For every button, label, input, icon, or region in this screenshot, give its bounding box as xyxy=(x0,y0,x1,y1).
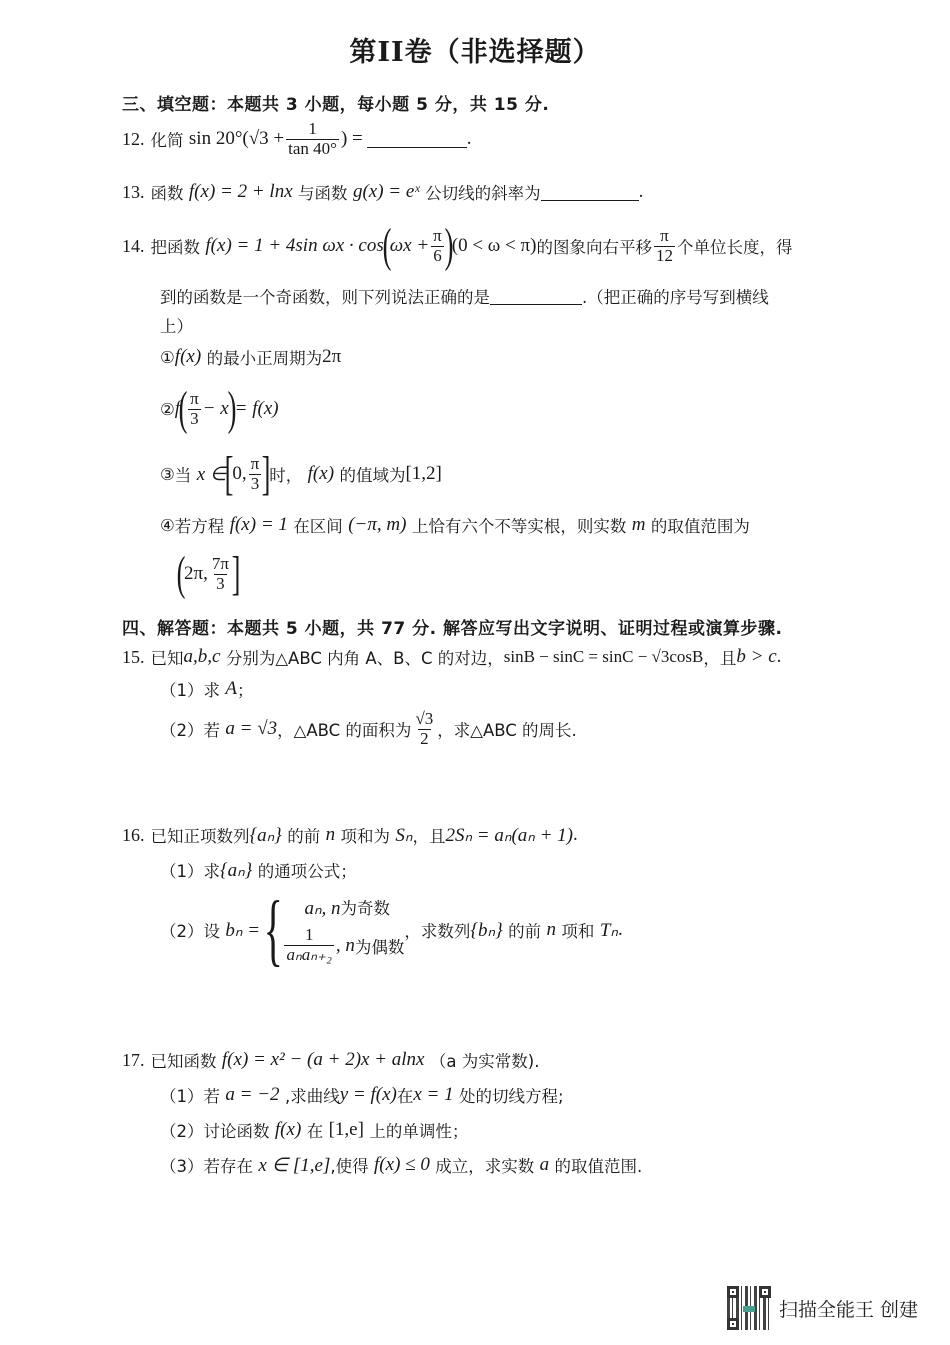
math-variable: Sₙ xyxy=(395,824,413,846)
part-text: 若 xyxy=(203,1087,220,1106)
option-text: 当 xyxy=(174,466,192,485)
question-text: 已知正项数列 xyxy=(150,827,250,846)
math-variable: a xyxy=(539,1154,550,1175)
fraction-denominator: 12 xyxy=(655,245,673,265)
part-text: 若存在 xyxy=(203,1157,253,1176)
math-variable: A xyxy=(225,678,238,699)
question-17-part-3 xyxy=(160,1153,642,1177)
part-text: 项和 xyxy=(561,922,595,941)
question-number: 17. xyxy=(122,1049,145,1070)
piecewise-cases xyxy=(282,895,404,964)
answer-blank[interactable] xyxy=(490,288,582,305)
math-expression: f(x) xyxy=(174,346,202,367)
option-text: 的取值范围为 xyxy=(650,517,750,536)
math-expression: − x xyxy=(202,398,229,419)
fraction-numerator: π xyxy=(660,225,669,245)
fraction-numerator: 1 xyxy=(304,925,314,945)
math-expression: 2π, xyxy=(183,563,208,584)
question-16-part-2 xyxy=(160,886,623,974)
part-text: ，求数列 xyxy=(404,922,471,941)
fraction xyxy=(286,120,339,158)
question-text: ，且 xyxy=(412,827,446,846)
part-text: 在 xyxy=(306,1122,324,1141)
math-expression: f xyxy=(174,398,181,419)
math-variable: m xyxy=(631,514,646,535)
math-variable: Tₙ xyxy=(599,919,618,941)
fraction-numerator: π xyxy=(433,225,442,245)
question-text: 与函数 xyxy=(298,184,348,203)
left-paren: ( xyxy=(382,219,392,272)
part-text: 成立，求实数 xyxy=(435,1157,535,1176)
left-brace: { xyxy=(263,886,283,974)
question-number: 15. xyxy=(122,646,145,667)
math-condition: (0 < ω < π) xyxy=(451,235,537,256)
period: . xyxy=(617,919,623,940)
period: . xyxy=(466,128,472,150)
part-text: 的取值范围. xyxy=(554,1157,643,1176)
option-text: 上恰有六个不等实根，则实数 xyxy=(411,517,627,536)
math-expression: (−π, m) xyxy=(348,514,407,535)
math-expression: {bₙ} xyxy=(470,919,503,941)
math-expression: f(x) = x² − (a + 2)x + alnx xyxy=(221,1049,425,1070)
question-text: 已知函数 xyxy=(150,1052,217,1071)
left-paren: ( xyxy=(178,382,188,435)
math-expression: {aₙ} xyxy=(220,859,253,881)
option-marker: ① xyxy=(160,347,175,367)
case-condition: 为偶数 xyxy=(354,937,405,957)
math-expression: b > c xyxy=(736,646,777,667)
part-label: （2） xyxy=(160,721,204,741)
math-expression: x = 1 xyxy=(413,1084,454,1105)
option-text: 时， xyxy=(269,466,303,485)
question-text: 的前 xyxy=(287,827,321,846)
math-expression: a = √3 xyxy=(225,718,278,740)
math-expression: aₙ, n xyxy=(304,898,341,920)
question-17 xyxy=(122,1048,539,1072)
math-expression: ωx + xyxy=(389,235,430,256)
math-expression: [1,e] xyxy=(328,1119,364,1140)
option-4-range xyxy=(176,547,241,600)
period: . xyxy=(776,646,782,667)
part-text: 讨论函数 xyxy=(203,1122,270,1141)
option-text: 的最小正周期为 xyxy=(206,349,323,368)
part-text: 上的单调性； xyxy=(369,1122,469,1141)
part-label: （3） xyxy=(160,1157,204,1176)
math-variable: n xyxy=(546,919,556,940)
section-heading-answers: 四、解答题：本题共 5 小题，共 77 分. 解答应写出文字说明、证明过程或演算步骤. xyxy=(122,619,783,639)
punctuation: ； xyxy=(237,681,254,700)
part-text: ,使得 xyxy=(330,1157,369,1176)
scanner-watermark xyxy=(727,1286,918,1330)
left-bracket: [ xyxy=(225,447,234,500)
part-text: 求 xyxy=(203,681,220,700)
answer-blank[interactable] xyxy=(367,131,467,148)
math-expression: f(x) xyxy=(274,1119,302,1140)
math-expression: f(x) = 2 + lnx xyxy=(188,181,293,202)
question-text: 到的函数是一个奇函数，则下列说法正确的是 xyxy=(160,288,490,307)
part-text: 求 xyxy=(203,862,220,881)
option-text: 在区间 xyxy=(293,517,343,536)
question-14 xyxy=(122,219,793,272)
math-expression: ) = xyxy=(340,128,363,150)
page-title: 第II卷（非选择题） xyxy=(349,37,601,68)
right-bracket: ] xyxy=(261,447,271,500)
option-text: 的值域为 xyxy=(339,466,406,485)
math-expression: f(x) = 1 xyxy=(229,514,288,535)
question-16 xyxy=(122,823,578,847)
math-expression: 2π xyxy=(322,346,342,367)
question-13 xyxy=(122,180,643,204)
section-heading-fill-in: 三、填空题：本题共 3 小题，每小题 5 分，共 15 分. xyxy=(122,95,550,115)
fraction-numerator: 1 xyxy=(308,119,317,138)
option-4 xyxy=(160,513,750,537)
option-text: 若方程 xyxy=(174,517,225,536)
question-text: 化简 xyxy=(150,131,184,151)
part-text: 的通项公式； xyxy=(257,862,357,881)
math-expression: {aₙ} xyxy=(249,824,282,846)
fraction xyxy=(249,455,262,493)
fraction xyxy=(284,926,333,964)
question-12 xyxy=(122,120,472,158)
question-number: 12. xyxy=(122,128,145,149)
fraction-denominator: 3 xyxy=(190,408,199,428)
question-text: 项和为 xyxy=(340,827,390,846)
question-text: 公切线的斜率为 xyxy=(425,184,541,203)
part-text: 设 xyxy=(203,922,220,941)
question-15-part-2 xyxy=(160,710,577,748)
part-text: 处的切线方程; xyxy=(459,1087,564,1106)
right-paren: ) xyxy=(227,382,237,435)
period: . xyxy=(638,181,644,202)
fraction-numerator: π xyxy=(190,388,199,408)
part-text: 在 xyxy=(396,1087,414,1106)
question-17-part-1 xyxy=(160,1083,564,1107)
question-15-part-1 xyxy=(160,677,254,701)
qr-code-icon xyxy=(727,1286,771,1330)
right-paren: ) xyxy=(444,219,454,272)
question-number: 16. xyxy=(122,824,145,845)
fraction xyxy=(210,555,231,593)
option-marker: ④ xyxy=(160,515,175,535)
part-text: 若 xyxy=(203,721,220,741)
math-expression: sin 20°(√3 + xyxy=(188,128,285,150)
math-variable: n xyxy=(325,824,336,845)
case-odd xyxy=(282,895,404,920)
question-17-part-2 xyxy=(160,1118,468,1142)
fraction-numerator: √3 xyxy=(415,709,434,728)
question-text: 函数 xyxy=(150,184,184,203)
option-3 xyxy=(160,447,442,500)
option-1 xyxy=(160,345,341,369)
math-expression: f(x) = 1 + 4sin ωx · cos xyxy=(205,235,384,256)
math-expression: = f(x) xyxy=(234,398,279,419)
fraction-denominator: 3 xyxy=(250,473,260,493)
math-expression: a = −2 xyxy=(225,1084,280,1105)
fraction xyxy=(431,227,444,265)
question-text: 的图象向右平移 xyxy=(536,238,652,257)
right-bracket: ] xyxy=(231,547,241,600)
option-marker: ③ xyxy=(160,464,175,484)
part-label: （1） xyxy=(160,681,204,700)
question-14-continued xyxy=(160,284,769,308)
fraction-denominator: 6 xyxy=(433,245,442,265)
part-text: 的前 xyxy=(508,922,542,941)
watermark-text: 扫描全能王 创建 xyxy=(778,1298,918,1321)
question-text: 上） xyxy=(160,317,193,336)
part-label: （1） xyxy=(160,1087,204,1106)
fraction-denominator: 2 xyxy=(420,728,429,748)
fraction xyxy=(188,390,201,428)
answer-blank[interactable] xyxy=(541,184,639,201)
question-text: 已知 xyxy=(150,649,184,668)
math-expression: f(x) ≤ 0 xyxy=(374,1154,430,1175)
fraction-numerator: 7π xyxy=(211,553,229,573)
question-number: 14. xyxy=(122,235,145,256)
option-2 xyxy=(160,382,279,435)
fraction-denominator: aₙaₙ₊₂ xyxy=(286,945,332,964)
part-text: ，求△ABC 的周长. xyxy=(437,721,577,741)
question-14-continued xyxy=(160,313,193,337)
fraction xyxy=(413,710,435,748)
math-expression: [1,2] xyxy=(405,463,442,484)
case-even xyxy=(282,926,404,964)
option-marker: ② xyxy=(160,399,175,419)
math-expression: x ∈ [1,e] xyxy=(258,1154,331,1176)
part-label: （2） xyxy=(160,1122,204,1141)
fraction xyxy=(654,227,675,265)
math-expression: 0, xyxy=(232,463,247,484)
question-number: 13. xyxy=(122,181,145,202)
math-expression: 2Sₙ = aₙ(aₙ + 1) xyxy=(445,824,573,846)
math-expression: f(x) xyxy=(307,463,335,484)
question-text: .（把正确的序号写到横线 xyxy=(582,288,769,307)
math-expression: , n xyxy=(335,934,355,956)
question-text: 分别为△ABC 内角 A、B、C 的对边， xyxy=(225,649,504,668)
math-expression: y = f(x) xyxy=(339,1084,397,1105)
question-text: ，且 xyxy=(703,649,737,668)
fraction-denominator: 3 xyxy=(216,573,225,593)
left-paren: ( xyxy=(176,547,186,600)
part-label: （2） xyxy=(160,922,204,941)
math-expression: g(x) = eˣ xyxy=(352,181,420,202)
fraction-denominator: tan 40° xyxy=(288,138,337,158)
period: . xyxy=(573,824,578,845)
case-condition: 为奇数 xyxy=(340,899,391,919)
question-text: 把函数 xyxy=(150,238,200,257)
part-text: ,求曲线 xyxy=(284,1087,340,1106)
question-16-part-1 xyxy=(160,858,357,882)
math-expression: a,b,c xyxy=(183,646,221,667)
math-expression: bₙ = xyxy=(225,919,261,941)
fraction-numerator: π xyxy=(250,453,260,473)
part-text: ，△ABC 的面积为 xyxy=(277,721,412,741)
math-expression: sinB − sinC = sinC − √3cosB xyxy=(503,647,704,666)
question-text: 个单位长度，得 xyxy=(676,238,793,257)
math-expression: x ∈ xyxy=(196,463,227,485)
question-15 xyxy=(122,645,781,669)
question-text: （a 为实常数). xyxy=(429,1052,540,1071)
part-label: （1） xyxy=(160,862,204,881)
